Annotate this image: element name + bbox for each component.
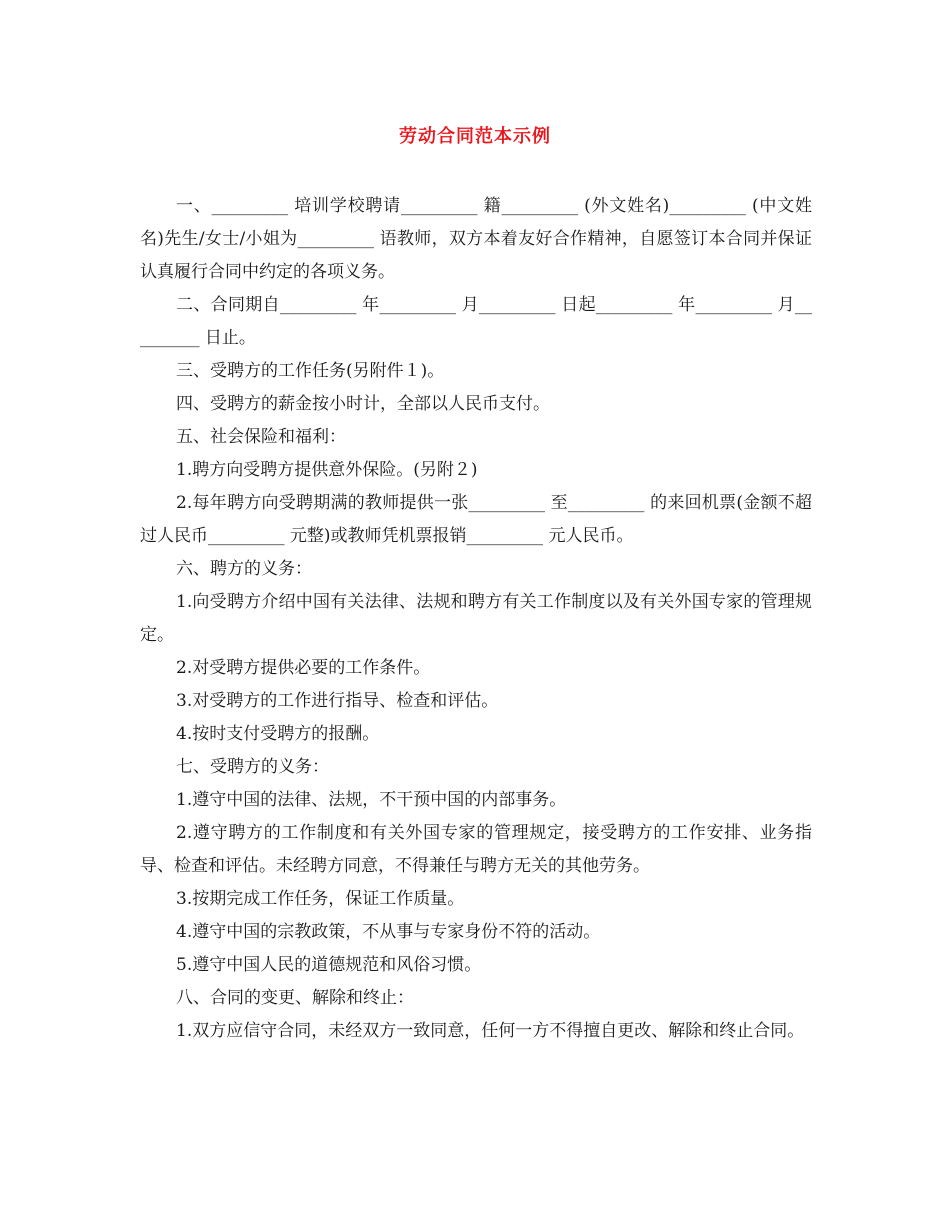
paragraph-19: 八、合同的变更、解除和终止： (176, 988, 414, 1008)
paragraph-6: 1.聘方向受聘方提供意外保险。(另附２) (176, 460, 478, 480)
document-body (140, 190, 812, 1048)
paragraph-15: 2.遵守聘方的工作制度和有关外国专家的管理规定，接受聘方的工作安排、业务指导、检查和评估。未经聘方同意，不得兼任与聘方无关的其他劳务。 (140, 823, 812, 876)
paragraph-2: 二、合同期自_________ 年_________ 月_________ 日起_________ 年_________ 月_________ 日止。 (140, 295, 812, 348)
paragraph-16: 3.按期完成工作任务，保证工作质量。 (176, 889, 465, 909)
paragraph-3: 三、受聘方的工作任务(另附件１)。 (176, 361, 445, 381)
paragraph-5: 五、社会保险和福利： (176, 427, 346, 447)
paragraph-8: 六、聘方的义务： (176, 559, 312, 579)
paragraph-9: 1.向受聘方介绍中国有关法律、法规和聘方有关工作制度以及有关外国专家的管理规定。 (140, 592, 812, 645)
paragraph-20: 1.双方应信守合同，未经双方一致同意，任何一方不得擅自更改、解除和终止合同。 (176, 1021, 805, 1041)
paragraph-18: 5.遵守中国人民的道德规范和风俗习惯。 (176, 955, 482, 975)
paragraph-13: 七、受聘方的义务： (176, 757, 329, 777)
paragraph-10: 2.对受聘方提供必要的工作条件。 (176, 658, 431, 678)
document-title: 劳动合同范本示例 (399, 126, 551, 147)
paragraph-11: 3.对受聘方的工作进行指导、检查和评估。 (176, 691, 499, 711)
paragraph-14: 1.遵守中国的法律、法规，不干预中国的内部事务。 (176, 790, 567, 810)
paragraph-17: 4.遵守中国的宗教政策，不从事与专家身份不符的活动。 (176, 922, 601, 942)
paragraph-7: 2.每年聘方向受聘期满的教师提供一张_________ 至_________ 的来回机票(金额不超过人民币_________ 元整)或教师凭机票报销_________ 元人民币。 (140, 493, 812, 546)
paragraph-1: 一、_________ 培训学校聘请_________ 籍_________ (外文姓名)_________ (中文姓名)先生/女士/小姐为_________ 语教师，双方本着友好合作精神，自愿签订本合同并保证认真履行合同中约定的各项义务。 (140, 196, 812, 282)
paragraph-4: 四、受聘方的薪金按小时计，全部以人民币支付。 (176, 394, 550, 414)
paragraph-12: 4.按时支付受聘方的报酬。 (176, 724, 380, 744)
